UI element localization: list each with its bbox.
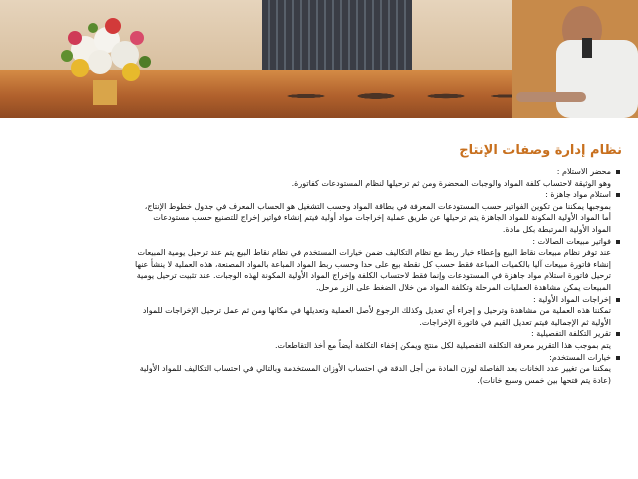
item-text: المواد الأولية المرتبطة بكل مادة. (502, 224, 611, 234)
hero-window (262, 0, 412, 70)
list-item-hall-sales (12, 236, 620, 294)
item-heading: إخراجات المواد الأولية : (532, 294, 611, 304)
page-title: نظام إدارة وصفات الإنتاج (459, 143, 622, 158)
item-text: ترحيل فاتورة استلام مواد جاهزة في المستودعات وإنما فقط لاحتساب الكلفة وإخراج المواد الأولية المكونة لهذه الوجبات. عند تثبيت ترحيل يومية (136, 271, 611, 281)
hero-pots (250, 72, 530, 112)
item-heading: استلام مواد جاهزة : (545, 190, 611, 200)
item-text: وهو الوثيقة لاحتساب كلفة المواد والوجبات المحضرة ومن ثم ترحيلها لنظام المستودعات كفاتورة. (291, 178, 611, 188)
chef-image (512, 0, 638, 118)
item-text: المبيعات يمكن مشاهدة العمليات المرحلة وتكلفة المواد من خلال الضغط على الزر مرحل. (316, 282, 611, 292)
item-heading: فواتير مبيعات الصالات : (532, 236, 611, 246)
item-text: الأولية ثم الإجمالية فيتم تعديل القيم في فاتورة الإخراجات. (419, 317, 611, 327)
list-item-receipt-record (12, 166, 620, 189)
item-text: إنشاء فاتورة مبيعات آليا بالكميات المباعة فقط حسب كل نقطة بيع على حدا وحسب ربط المواد المباعة بالمواد المصنعة، هذه العملية لا ينشأ عنها (135, 259, 611, 269)
item-text: بموجبها يمكننا من تكوين الفواتير حسب المستودعات المعرفة في بطاقة المواد وحسب التشغيل هو الحساب المعرف في جدول خطوط الإنتاج، (144, 201, 611, 211)
item-text: تمكننا هذه العملية من مشاهدة وترحيل و إجراء أي تعديل وكذلك الرجوع لأصل العملية وتعديلها في مكانها ومن ثم عمل ترحيل الإخراجات للمواد (142, 306, 611, 316)
item-text: (عادة يتم فتحها بين خمس وسبع خانات). (477, 375, 611, 385)
list-item-detailed-cost-report (12, 328, 620, 351)
flower-bouquet-image (45, 10, 165, 105)
item-text: عند توفر نظام مبيعات نقاط البيع وإعطاء خيار ربط مع نظام التكاليف ضمن خيارات المستخدم في نظام نقاط البيع يتم عند ترحيل يومية المبيعات (137, 248, 611, 258)
item-heading: خيارات المستخدم: (549, 352, 611, 362)
item-text: يمكننا من تغيير عدد الخانات بعد الفاصلة لوزن المادة من أجل الدقة في احتساب الأوزان المستخدمة وبالتالي في احتساب التكاليف للمواد الأولية (139, 364, 611, 374)
content-list (12, 166, 620, 386)
item-text: أما المواد الأولية المكونة للمواد الجاهزة يتم ترحيلها عن طريق عملية إخراجات مواد أولية فيتم إنشاء فواتير إخراج للتصنيع حسب مستودعات (153, 213, 611, 223)
hero-photo (0, 0, 638, 118)
list-item-user-options (12, 352, 620, 387)
list-item-raw-material-issues (12, 294, 620, 329)
item-text: يتم بموجب هذا التقرير معرفة التكلفة التفصيلية لكل منتج ويمكن إخفاء التكلفة أيضاً مع أخذ التقاطعات. (274, 340, 611, 350)
item-heading: محضر الاستلام : (556, 167, 611, 176)
item-heading: تقرير التكلفة التفصيلية : (531, 329, 611, 339)
list-item-ready-materials (12, 189, 620, 235)
